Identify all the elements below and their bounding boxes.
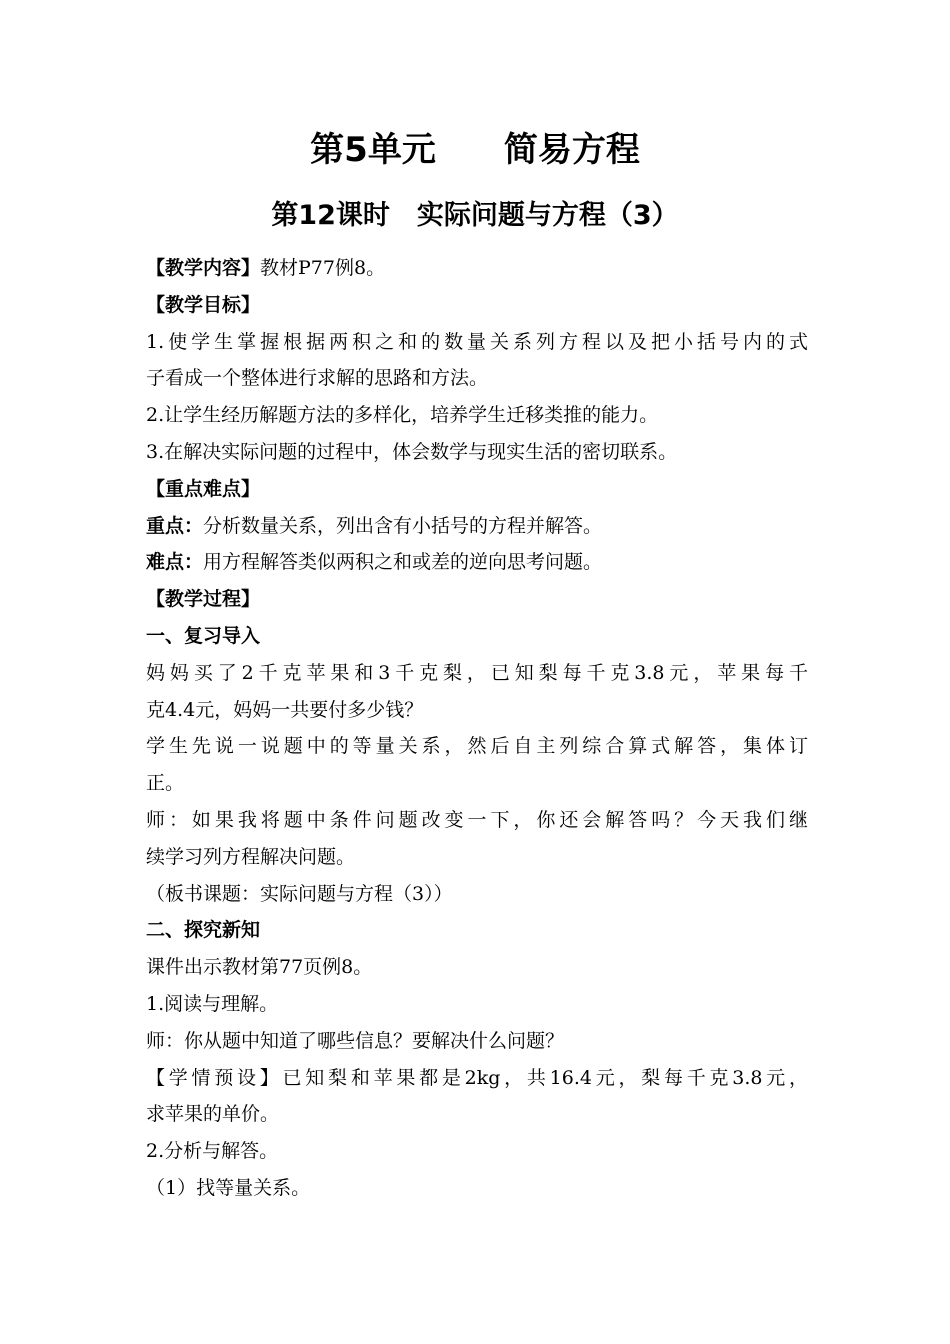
goal-line: 2.让学生经历解题方法的多样化，培养学生迁移类推的能力。 xyxy=(146,404,659,427)
paragraph-line: 正。 xyxy=(146,772,185,795)
section-heading-explore: 二、探究新知 xyxy=(146,919,261,942)
paragraph-line: 师：如果我将题中条件问题改变一下，你还会解答吗？今天我们继 xyxy=(146,808,808,831)
difficult-point-line xyxy=(146,544,808,581)
teaching-content-text: 教材P77例8。 xyxy=(260,257,386,279)
goal-line: 子看成一个整体进行求解的思路和方法。 xyxy=(146,367,489,390)
unit-title: 第5单元 简易方程 xyxy=(310,130,640,170)
paragraph-line: 续学习列方程解决问题。 xyxy=(146,845,356,868)
lesson-title: 第12课时 实际问题与方程（3） xyxy=(271,200,679,231)
key-point-label: 重点： xyxy=(146,514,204,537)
paragraph-line: （1）找等量关系。 xyxy=(146,1176,311,1199)
teaching-content-line xyxy=(146,250,808,287)
difficult-point-text: 用方程解答类似两积之和或差的逆向思考问题。 xyxy=(203,551,603,574)
paragraph-line: 求苹果的单价。 xyxy=(146,1103,280,1126)
goal-line: 1.使学生掌握根据两积之和的数量关系列方程以及把小括号内的式 xyxy=(146,330,808,353)
paragraph-line: 妈妈买了2千克苹果和3千克梨，已知梨每千克3.8元，苹果每千 xyxy=(146,661,808,684)
process-heading: 【教学过程】 xyxy=(146,588,261,611)
preset-label: 【学情预设】 xyxy=(146,1066,283,1089)
goals-heading: 【教学目标】 xyxy=(146,293,261,316)
preset-text: 已知梨和苹果都是2kg，共16.4元，梨每千克3.8元， xyxy=(282,1066,808,1089)
paragraph-line: 师：你从题中知道了哪些信息？要解决什么问题？ xyxy=(146,1029,565,1052)
paragraph-line: （板书课题：实际问题与方程（3）） xyxy=(146,882,453,905)
teaching-content-label: 【教学内容】 xyxy=(146,257,261,279)
key-point-text: 分析数量关系，列出含有小括号的方程并解答。 xyxy=(203,514,603,537)
document-body xyxy=(146,250,808,1207)
paragraph-line: 1.阅读与理解。 xyxy=(146,992,279,1015)
paragraph-line: 2.分析与解答。 xyxy=(146,1140,279,1163)
key-points-heading: 【重点难点】 xyxy=(146,477,261,500)
paragraph-line: 课件出示教材第77页例8。 xyxy=(146,956,373,979)
paragraph-line: 学生先说一说题中的等量关系，然后自主列综合算式解答，集体订 xyxy=(146,735,808,758)
key-point-line xyxy=(146,508,808,545)
preset-line xyxy=(146,1060,808,1097)
section-heading-review: 一、复习导入 xyxy=(146,624,261,647)
difficult-point-label: 难点： xyxy=(146,551,204,574)
paragraph-line: 克4.4元，妈妈一共要付多少钱？ xyxy=(146,698,424,721)
goal-line: 3.在解决实际问题的过程中，体会数学与现实生活的密切联系。 xyxy=(146,440,678,463)
